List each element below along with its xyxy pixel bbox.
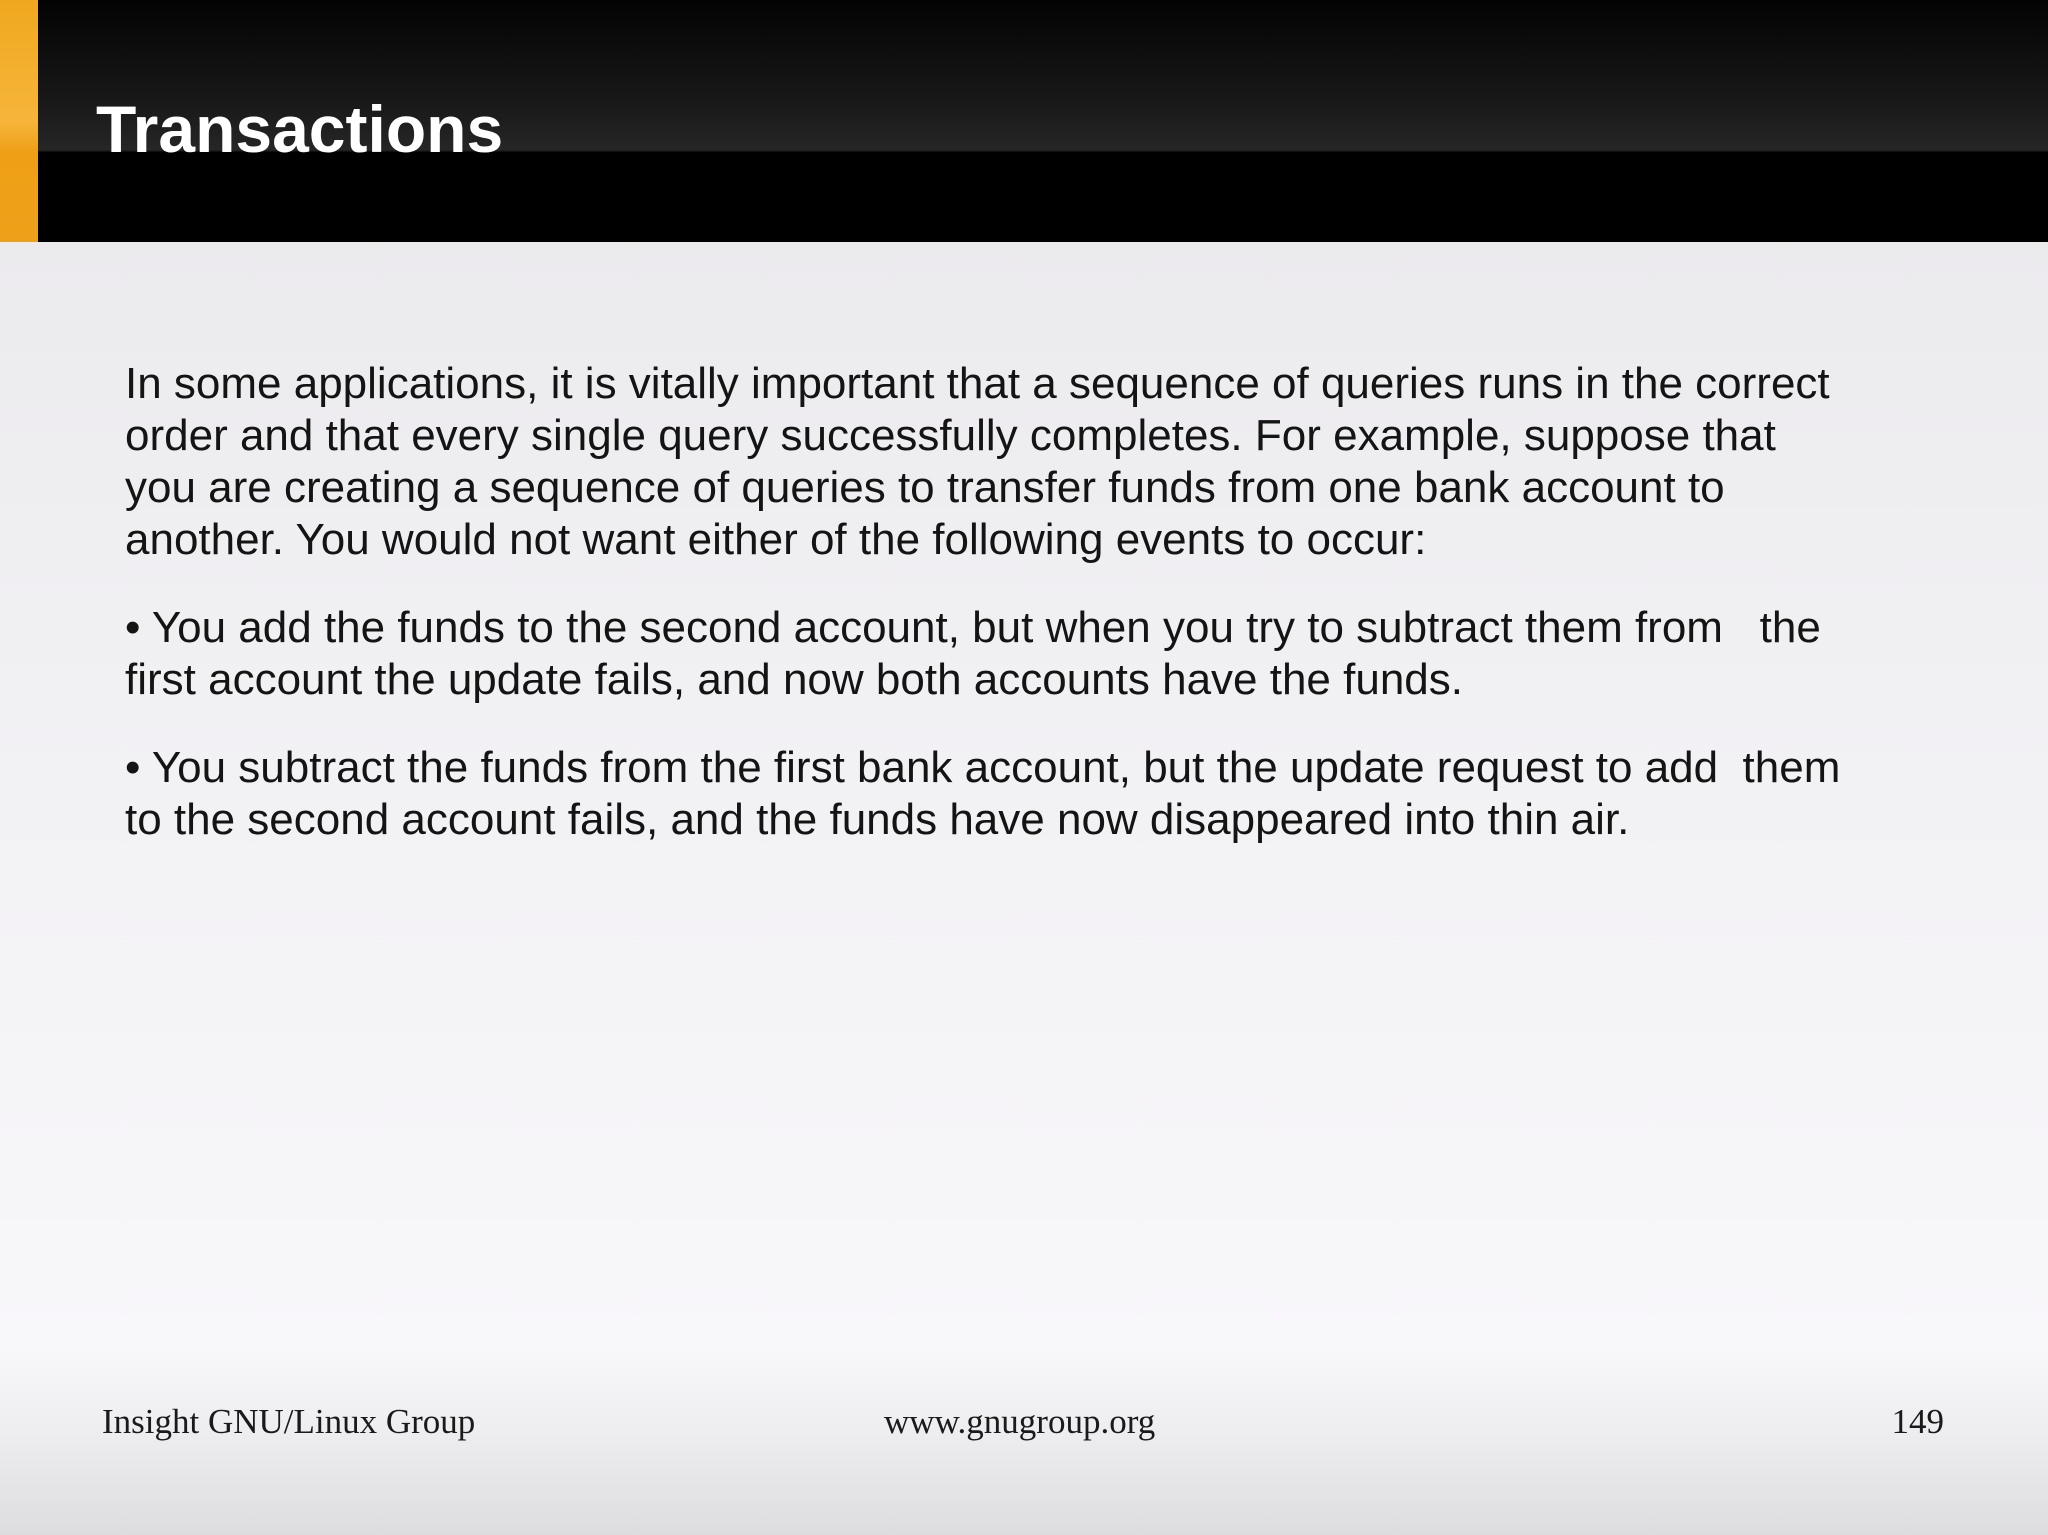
slide-title: Transactions: [96, 92, 504, 166]
paragraph-line: order and that every single query successfully completes. For example, suppose that: [125, 411, 1776, 460]
accent-strip: [0, 0, 38, 242]
intro-paragraph: [125, 358, 1955, 566]
title-bar: [0, 0, 2048, 242]
bullet-line: first account the update fails, and now both accounts have the funds.: [125, 655, 1463, 704]
paragraph-line: another. You would not want either of the following events to occur:: [125, 515, 1427, 564]
bullet-line: • You subtract the funds from the first bank account, but the update request to add them: [125, 743, 1841, 792]
paragraph-line: you are creating a sequence of queries to transfer funds from one bank account to: [125, 463, 1725, 512]
bullet-line: • You add the funds to the second account, but when you try to subtract them from the: [125, 603, 1821, 652]
page-number: 149: [1891, 1402, 1944, 1441]
bullet-line: to the second account fails, and the funds have now disappeared into thin air.: [125, 795, 1630, 844]
bullet-item-first: [125, 602, 1955, 706]
slide-body: [125, 358, 1955, 882]
paragraph-line: In some applications, it is vitally important that a sequence of queries runs in the correct: [125, 359, 1830, 408]
bullet-item-second: [125, 742, 1955, 846]
footer-organization: Insight GNU/Linux Group: [102, 1402, 476, 1441]
footer-website: www.gnugroup.org: [884, 1402, 1156, 1441]
